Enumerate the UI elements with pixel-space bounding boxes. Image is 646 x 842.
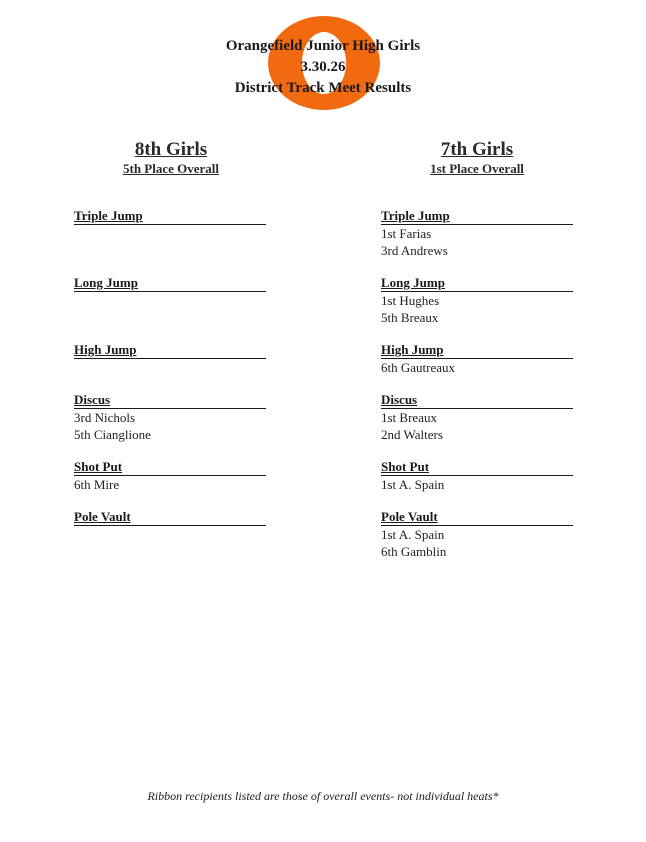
- result-entry: 1st Farias: [381, 226, 432, 241]
- result-entry: 1st A. Spain: [381, 477, 445, 492]
- meet-title: District Track Meet Results: [234, 80, 412, 96]
- event-title: Triple Jump: [74, 208, 266, 225]
- event-block: [74, 208, 266, 225]
- result-entry: 6th Gautreaux: [381, 360, 456, 375]
- result-entry: 1st Breaux: [381, 410, 437, 425]
- team-name: 7th Girls: [440, 139, 514, 160]
- page-header: [0, 36, 646, 99]
- overall-place: 1st Place Overall: [430, 161, 524, 176]
- result-entry: 2nd Walters: [381, 427, 443, 442]
- school-title: Orangefield Junior High Girls: [225, 38, 421, 54]
- event-title: High Jump: [74, 342, 266, 359]
- result-entry: 1st A. Spain: [381, 527, 445, 542]
- event-title: Discus: [381, 392, 573, 409]
- overall-place: 5th Place Overall: [122, 161, 220, 176]
- column-header-8th: [78, 140, 264, 178]
- event-title: Triple Jump: [381, 208, 573, 225]
- event-title: Shot Put: [381, 459, 573, 476]
- meet-date: 3.30.26: [300, 59, 346, 75]
- result-entry: 3rd Andrews: [381, 243, 448, 258]
- event-block: [74, 342, 266, 359]
- event-title: Long Jump: [74, 275, 266, 292]
- result-entry: 5th Cianglione: [74, 427, 151, 442]
- event-block: [381, 392, 573, 443]
- footer-note: Ribbon recipients listed are those of overall events- not individual heats*: [147, 789, 499, 803]
- event-title: Discus: [74, 392, 266, 409]
- event-title: Shot Put: [74, 459, 266, 476]
- team-name: 8th Girls: [134, 139, 208, 160]
- result-entry: 6th Gamblin: [381, 544, 447, 559]
- result-entry: 3rd Nichols: [74, 410, 136, 425]
- event-title: Pole Vault: [381, 509, 573, 526]
- event-block: [381, 459, 573, 493]
- result-entry: 1st Hughes: [381, 293, 440, 308]
- column-header-7th: [384, 140, 570, 178]
- event-block: [381, 275, 573, 326]
- event-title: Long Jump: [381, 275, 573, 292]
- event-block: [381, 208, 573, 259]
- event-block: [381, 509, 573, 560]
- event-block: [74, 392, 266, 443]
- event-block: [74, 275, 266, 292]
- event-title: High Jump: [381, 342, 573, 359]
- event-block: [74, 459, 266, 493]
- event-title: Pole Vault: [74, 509, 266, 526]
- result-entry: 5th Breaux: [381, 310, 439, 325]
- event-block: [381, 342, 573, 376]
- result-entry: 6th Mire: [74, 477, 120, 492]
- event-block: [74, 509, 266, 526]
